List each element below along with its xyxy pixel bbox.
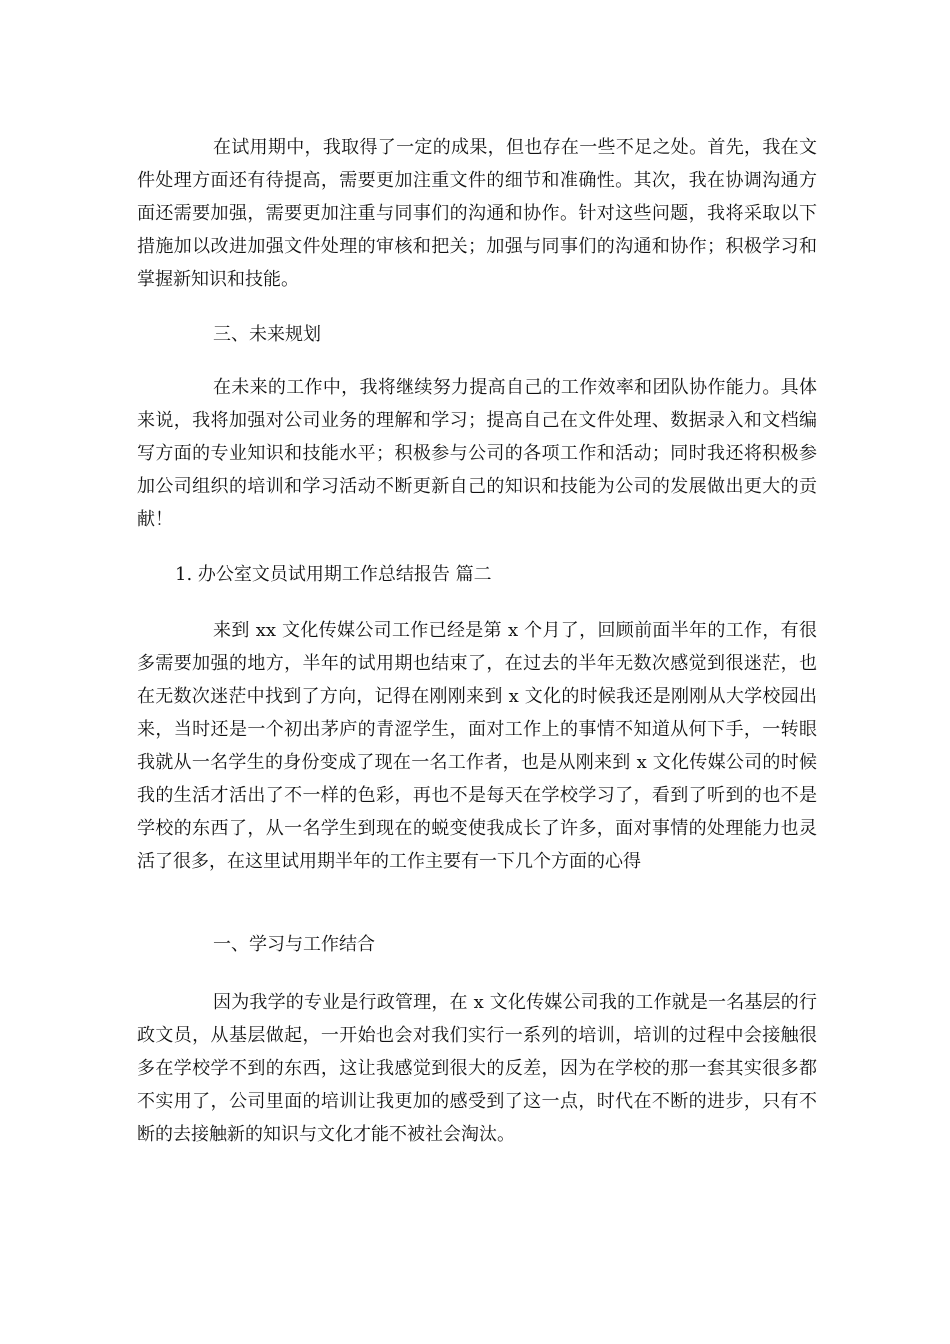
paragraph-study-and-work: 因为我学的专业是行政管理，在 x 文化传媒公司我的工作就是一名基层的行政文员，从基层做起，一开始也会对我们实行一系列的培训，培训的过程中会接触很多在学校学不到的东西，这让我感觉到很大的反差，因为在学校的那一套其实很多都不实用了，公司里面的培训让我更加的感受到了这一点，时代在不断的进步，只有不断的去接触新的知识与文化才能不被社会淘汰。: [137, 992, 817, 1145]
paragraph-future-work: 在未来的工作中，我将继续努力提高自己的工作效率和团队协作能力。具体来说，我将加强对公司业务的理解和学习；提高自己在文件处理、数据录入和文档编写方面的专业知识和技能水平；积极参与公司的各项工作和活动；同时我还将积极参加公司组织的培训和学习活动不断更新自己的知识和技能为公司的发展做出更大的贡献！: [137, 377, 817, 530]
section-title-part-two: 1. 办公室文员试用期工作总结报告 篇二: [175, 564, 492, 585]
paragraph-trial-results: 在试用期中，我取得了一定的成果，但也存在一些不足之处。首先，我在文件处理方面还有待提高，需要更加注重文件的细节和准确性。其次，我在协调沟通方面还需要加强，需要更加注重与同事们的沟通和协作。针对这些问题，我将采取以下措施加以改进加强文件处理的审核和把关；加强与同事们的沟通和协作；积极学习和掌握新知识和技能。: [137, 137, 817, 290]
heading-study-and-work: 一、学习与工作结合: [213, 934, 375, 955]
heading-future-plan: 三、未来规划: [213, 324, 321, 345]
paragraph-introduction: 来到 xx 文化传媒公司工作已经是第 x 个月了，回顾前面半年的工作，有很多需要加强的地方，半年的试用期也结束了，在过去的半年无数次感觉到很迷茫，也在无数次迷茫中找到了方向，记得在刚刚来到 x 文化的时候我还是刚刚从大学校园出来，当时还是一个初出茅庐的青涩学生，面对工作上的事情不知道从何下手，一转眼我就从一名学生的身份变成了现在一名工作者，也是从刚来到 x 文化传媒公司的时候我的生活才活出了不一样的色彩，再也不是每天在学校学习了，看到了听到的也不是学校的东西了，从一名学生到现在的蜕变使我成长了许多，面对事情的处理能力也灵活了很多，在这里试用期半年的工作主要有一下几个方面的心得: [137, 620, 817, 872]
